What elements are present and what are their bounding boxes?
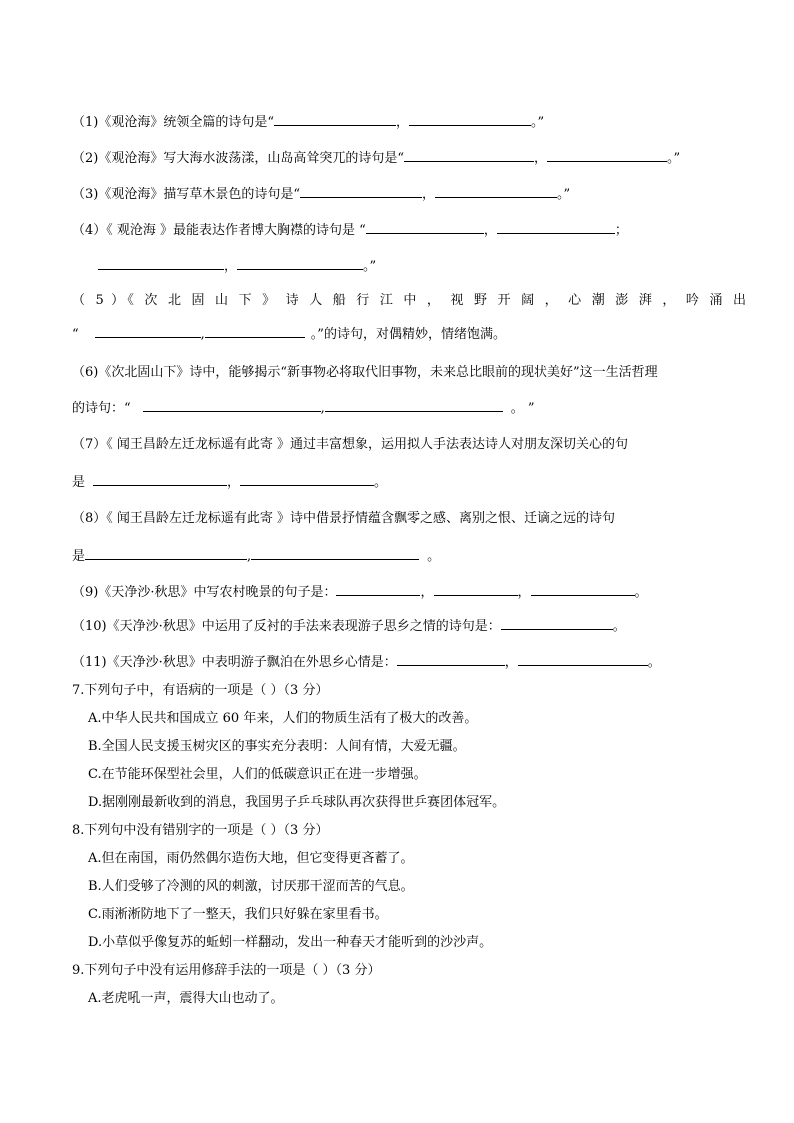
answer-blank[interactable] [325, 398, 503, 412]
option-d[interactable]: D.小草似乎像复苏的蚯蚓一样翻动，发出一种春天才能听到的沙沙声。 [88, 935, 493, 950]
item-text: 。 [634, 585, 648, 600]
item-5-cont [72, 324, 746, 344]
item-text: ， [517, 585, 531, 600]
option-a[interactable]: A.但在南国，雨仍然偶尔造伤大地，但它变得更吝蓄了。 [88, 851, 414, 866]
answer-blank[interactable] [251, 546, 419, 560]
item-text: 。” [667, 151, 681, 166]
item-4 [72, 220, 746, 240]
answer-blank[interactable] [98, 256, 224, 270]
option-c[interactable]: C.雨淅淅防地下了一整天，我们只好躲在家里看书。 [88, 907, 388, 922]
item-text: ， [224, 259, 238, 274]
answer-blank[interactable] [397, 652, 505, 666]
answer-blank[interactable] [95, 324, 201, 338]
option-c[interactable]: C.在节能环保型社会里，人们的低碳意识正在进一步增强。 [88, 767, 427, 782]
item-text: ， [422, 187, 436, 202]
answer-blank[interactable] [300, 184, 422, 198]
item-6: （6)《次北固山下》诗中，能够揭示“新事物必将取代旧事物，未来总比眼前的现状美好”这一生活哲理 [72, 365, 658, 380]
option-b[interactable]: B.全国人民支援玉树灾区的事实充分表明：人间有情，大爱无疆。 [88, 739, 466, 754]
item-text: 。” [363, 259, 377, 274]
item-text: 。”的诗句，对偶精妙，情绪饱满。 [310, 327, 506, 342]
item-2 [72, 148, 746, 168]
question-9-stem: 9.下列句子中没有运用修辞手法的一项是（ ）（3 分） [72, 963, 381, 978]
answer-blank[interactable] [85, 546, 247, 560]
item-text: , [200, 327, 205, 342]
item-text: ， [227, 475, 241, 490]
answer-blank[interactable] [501, 616, 613, 630]
item-text: 。 [647, 655, 661, 670]
item-text: （4）《 观沧海 》最能表达作者博大胸襟的诗句是 “ [72, 223, 366, 238]
answer-blank[interactable] [434, 582, 518, 596]
answer-blank[interactable] [336, 582, 420, 596]
item-text: 是 [72, 475, 86, 490]
item-text: 。” [531, 115, 545, 130]
item-9 [72, 582, 746, 602]
answer-blank[interactable] [497, 220, 615, 234]
item-text: （10)《天净沙·秋思》中运用了反衬的手法来表现游子思乡之情的诗句是： [72, 619, 501, 634]
answer-blank[interactable] [409, 112, 531, 126]
option-b[interactable]: B.人们受够了冷测的风的刺激，讨厌那干涩而苦的气息。 [88, 879, 414, 894]
item-7: （7）《 闻王昌龄左迁龙标遥有此寄 》通过丰富想象，运用拟人手法表达诗人对朋友深切关心的句 [72, 437, 629, 452]
item-5: （ 5 ）《 次 北 固 山 下 》 诗 人 船 行 江 中 ， 视 野 开 阔 ， 心 潮 澎 湃 ， 吟 涌 出 [72, 293, 746, 308]
answer-blank[interactable] [518, 652, 648, 666]
answer-blank[interactable] [531, 582, 635, 596]
answer-blank[interactable] [435, 184, 557, 198]
answer-blank[interactable] [547, 148, 667, 162]
item-text: （1)《观沧海》统领全篇的诗句是“ [72, 115, 274, 130]
question-8-stem: 8.下列句中没有错别字的一项是（ ）（3 分） [72, 823, 329, 838]
item-3 [72, 184, 746, 204]
answer-blank[interactable] [237, 256, 363, 270]
item-text: ， [396, 115, 410, 130]
option-d[interactable]: D.据刚刚最新收到的消息，我国男子乒乓球队再次获得世乒赛团体冠军。 [88, 795, 506, 810]
answer-blank[interactable] [205, 324, 305, 338]
item-6-cont [72, 398, 746, 418]
item-text: （11)《天净沙·秋思》中表明游子飘泊在外思乡心情是： [72, 655, 397, 670]
item-text: ， [504, 655, 518, 670]
item-7-cont [72, 472, 746, 492]
item-text: （2)《观沧海》写大海水波荡漾，山岛高耸突兀的诗句是“ [72, 151, 404, 166]
item-text: ， [534, 151, 548, 166]
item-text: , [247, 549, 252, 564]
item-10 [72, 616, 746, 636]
answer-blank[interactable] [143, 398, 321, 412]
item-text: “ [72, 327, 79, 342]
item-text: 。 [374, 475, 388, 490]
item-text: , [320, 401, 325, 416]
item-text: （9)《天净沙·秋思》中写农村晚景的句子是： [72, 585, 337, 600]
item-text: ， [483, 223, 497, 238]
item-8: （8）《 闻王昌龄左迁龙标遥有此寄 》诗中借景抒情蕴含飘零之感、离别之恨、迁谪之远的诗句 [72, 511, 616, 526]
answer-blank[interactable] [404, 148, 534, 162]
item-8-cont [72, 546, 746, 566]
question-7-stem: 7.下列句子中，有语病的一项是（ ）（3 分） [72, 683, 329, 698]
item-text: （3)《观沧海》描写草木景色的诗句是“ [72, 187, 300, 202]
item-4-cont [98, 256, 746, 276]
answer-blank[interactable] [240, 472, 374, 486]
answer-blank[interactable] [93, 472, 227, 486]
item-text: 的诗句：“ [72, 401, 131, 416]
answer-blank[interactable] [366, 220, 484, 234]
item-1 [72, 112, 746, 132]
item-text: 。 ” [510, 401, 535, 416]
option-a[interactable]: A.老虎吼一声，震得大山也动了。 [88, 991, 284, 1006]
item-text: 。 [427, 549, 441, 564]
item-11 [72, 652, 746, 672]
item-text: ， [420, 585, 434, 600]
item-text: ； [614, 223, 628, 238]
item-text: 。” [557, 187, 571, 202]
option-a[interactable]: A.中华人民共和国成立 60 年来，人们的物质生活有了极大的改善。 [88, 711, 478, 726]
item-text: 是 [72, 549, 86, 564]
answer-blank[interactable] [274, 112, 396, 126]
item-text: 。 [612, 619, 626, 634]
